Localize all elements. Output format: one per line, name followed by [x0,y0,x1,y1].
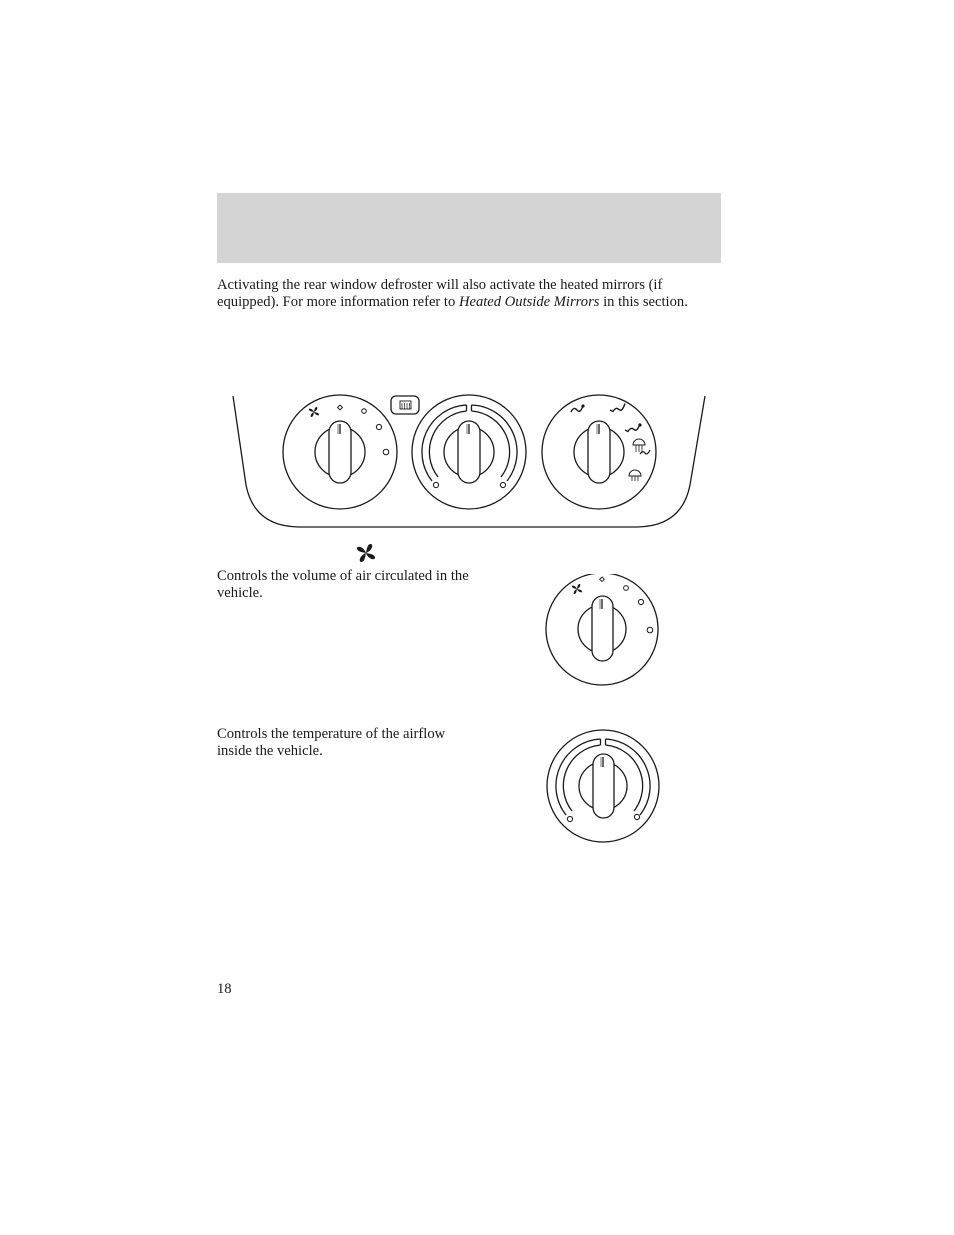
panel-airflow-mode-knob [542,395,656,509]
section-header-band [217,193,721,263]
panel-fan-icon [309,407,319,417]
fan-speed-description: Controls the volume of air circulated in the vehicle. [217,568,469,601]
climate-control-panel-illustration [228,390,710,532]
panel-temperature-knob [412,395,526,509]
fan-speed-knob-illustration [544,574,662,688]
rear-defrost-button [391,396,419,414]
intro-paragraph [217,277,721,310]
knob-fan-icon [572,584,582,594]
heated-mirrors-reference: Heated Outside Mirrors [458,293,600,310]
temperature-knob-illustration [544,728,662,846]
panel-fan-knob [283,395,397,509]
temperature-description: Controls the temperature of the airflow inside the vehicle. [217,726,446,759]
intro-text-before: Activating the rear window defroster will also activate the heated mirrors (if equipped). For more information refer to [217,277,663,310]
page-number: 18 [217,981,232,997]
fan-icon [356,543,376,563]
intro-text-after: in this section. [599,293,688,310]
